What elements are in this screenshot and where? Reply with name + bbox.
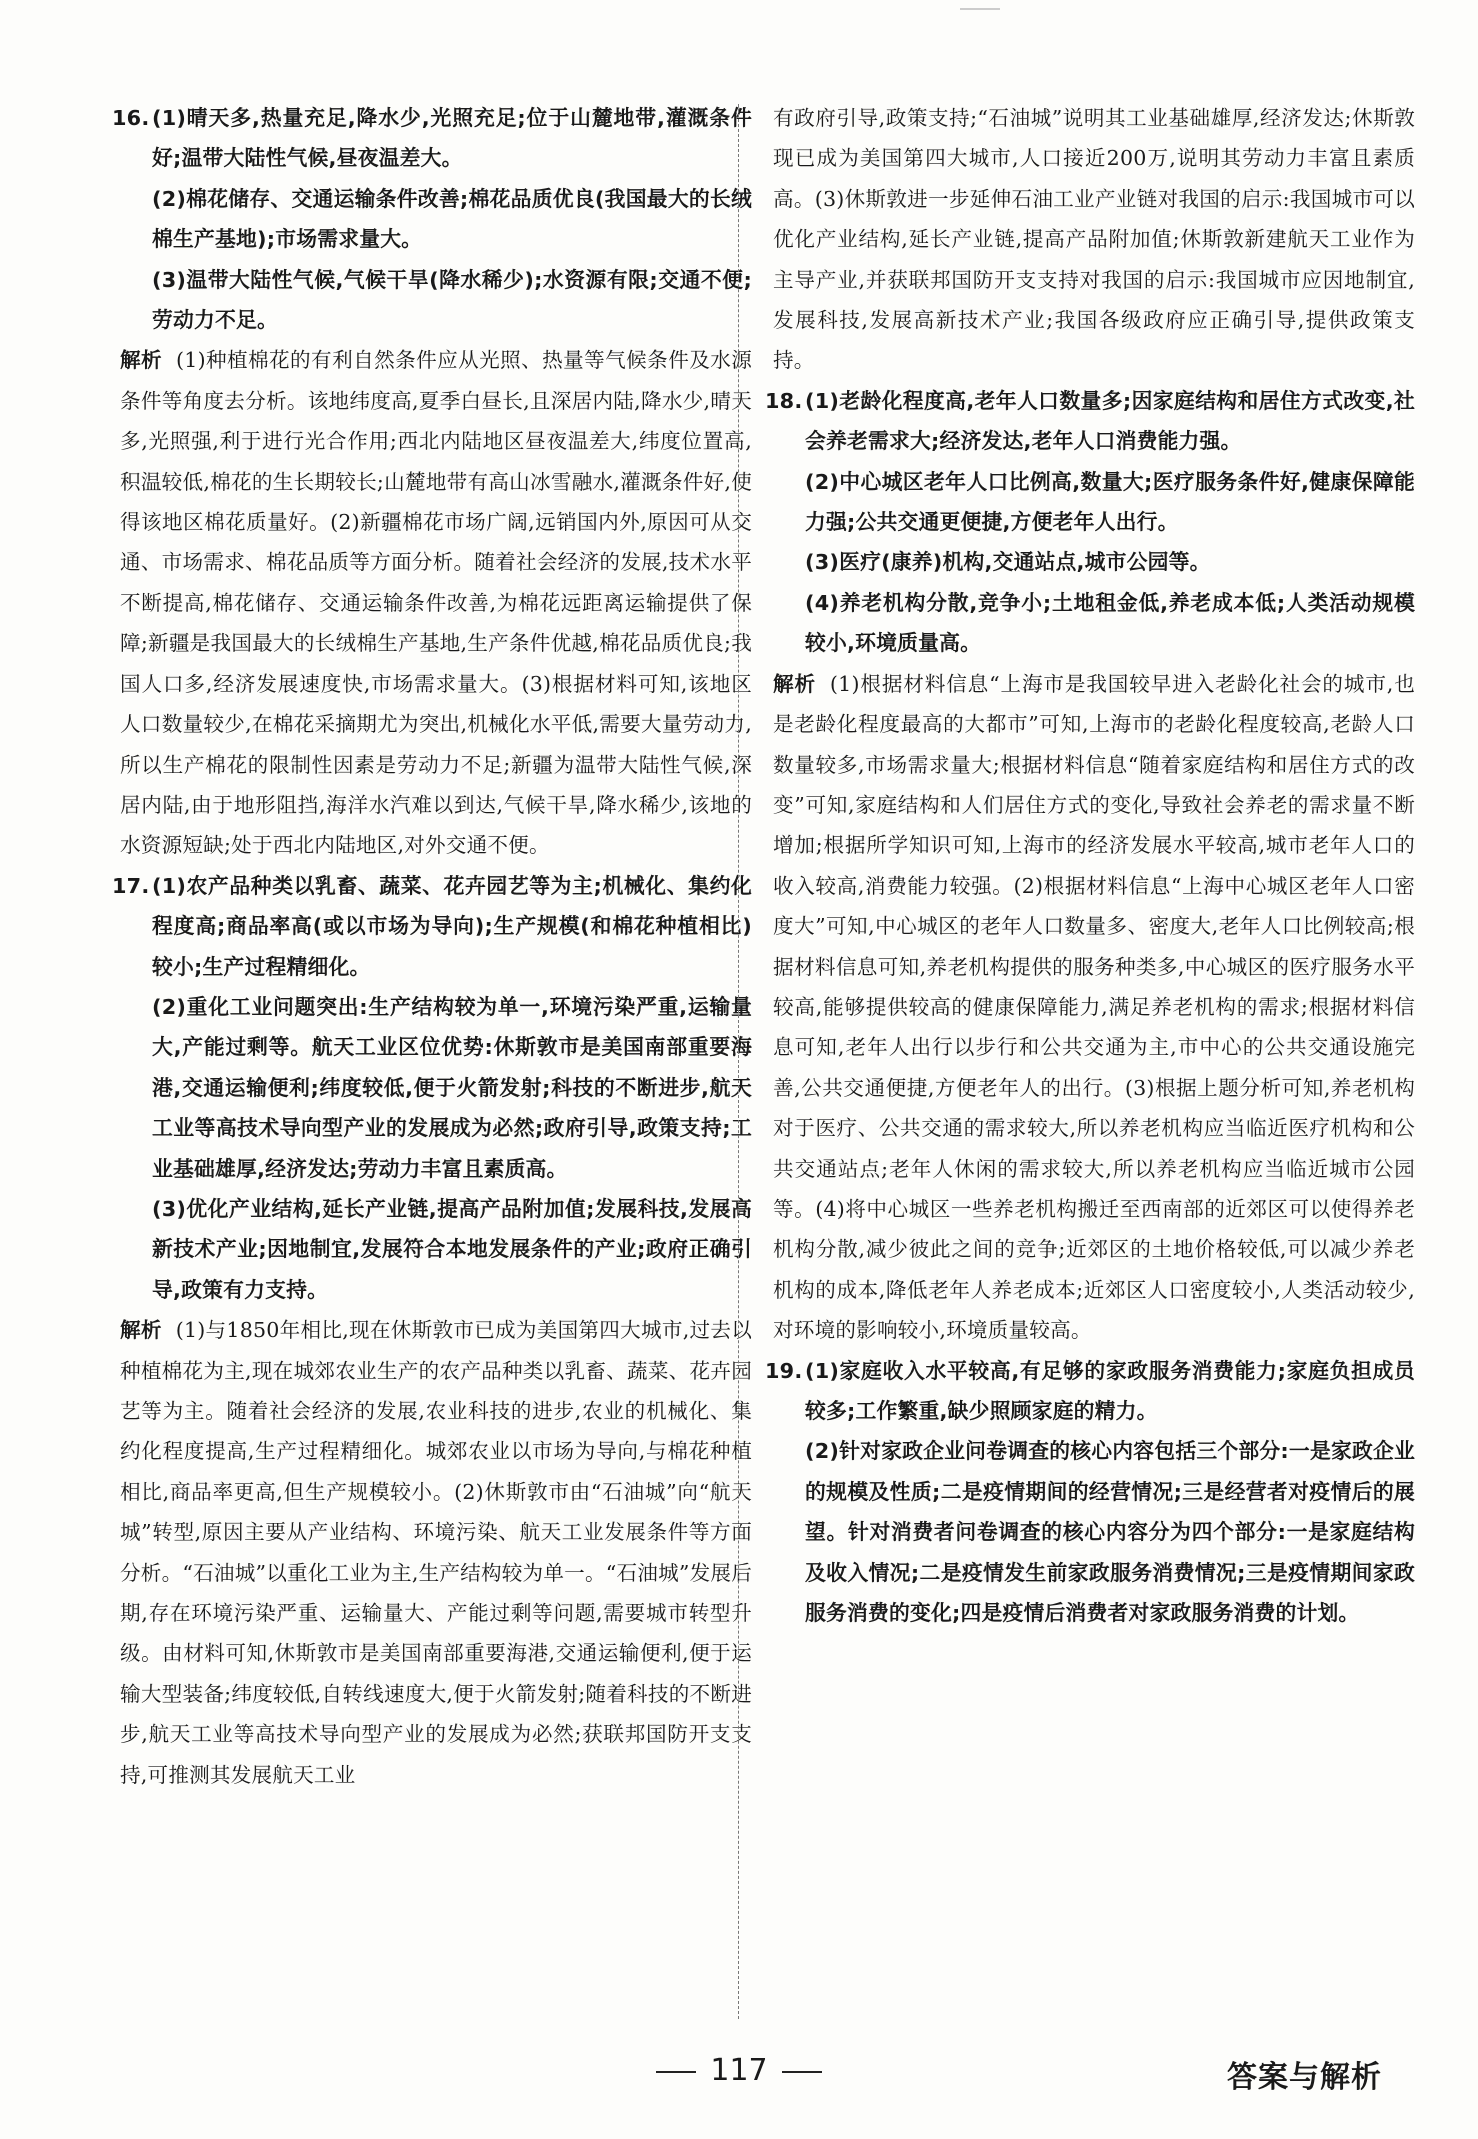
explanation-label: 解析 — [120, 348, 163, 373]
q16-number: 16. — [112, 106, 150, 130]
q17-answer-3: (3)优化产业结构,延长产业链,提高产品附加值;发展科技,发展高新技术产业;因地制宜,发展符合本地发展条件的产业;政府正确引导,政策有力支持。 — [152, 1196, 752, 1302]
page-number-dash-left — [656, 2071, 696, 2073]
explanation-label: 解析 — [773, 671, 816, 696]
q18-answer-2: (2)中心城区老年人口比例高,数量大;医疗服务条件好,健康保障能力强;公共交通更便捷,方便老年人出行。 — [805, 469, 1415, 535]
right-column — [765, 98, 1415, 1633]
q17-number: 17. — [112, 873, 150, 898]
page-top-mark — [960, 0, 1000, 10]
q16-explanation: 解析 (1)种植棉花的有利自然条件应从光照、热量等气候条件及水源条件等角度去分析。该地纬度高,夏季白昼长,且深居内陆,降水少,晴天多,光照强,利于进行光合作用;西北内陆地区昼夜温差大,纬度位置高,积温较低,棉花的生长期较长;山麓地带有高山冰雪融水,灌溉条件好,使得该地区棉花质量好。(2)新疆棉花市场广阔,远销国内外,原因可从交通、市场需求、棉花品质等方面分析。随着社会经济的发展,技术水平不断提高,棉花储存、交通运输条件改善,为棉花远距离运输提供了保障;新疆是我国最大的长绒棉生产基地,生产条件优越,棉花品质优良;我国人口多,经济发展速度快,市场需求量大。(3)根据材料可知,该地区人口数量较少,在棉花采摘期尤为突出,机械化水平低,需要大量劳动力,所以生产棉花的限制性因素是劳动力不足;新疆为温带大陆性气候,深居内陆,由于地形阻挡,海洋水汽难以到达,气候干旱,降水稀少,该地的水资源短缺;处于西北内陆地区,对外交通不便。 — [120, 348, 753, 858]
q18-answer-4: (4)养老机构分散,竞争小;土地租金低,养老成本低;人类活动规模较小,环境质量高。 — [805, 590, 1415, 656]
q16-answer-1: 16. (1)晴天多,热量充足,降水少,光照充足;位于山麓地带,灌溉条件好;温带大陆性气候,昼夜温差大。 — [112, 98, 752, 179]
q18-answer-3: (3)医疗(康养)机构,交通站点,城市公园等。 — [805, 550, 1211, 575]
page-number-dash-right — [782, 2071, 822, 2073]
q18-explanation: 解析 (1)根据材料信息“上海市是我国较早进入老龄化社会的城市,也是老龄化程度最高的大都市”可知,上海市的老龄化程度较高,老龄人口数量较多,市场需求量大;根据材料信息“随着家庭结构和居住方式的改变”可知,家庭结构和人们居住方式的变化,导致社会养老的需求量不断增加;根据所学知识可知,上海市的经济发展水平较高,城市老年人口的收入较高,消费能力较强。(2)根据材料信息“上海中心城区老年人口密度大”可知,中心城区的老年人口数量多、密度大,老年人口比例较高;根据材料信息可知,养老机构提供的服务种类多,中心城区的医疗服务水平较高,能够提供较高的健康保障能力,满足养老机构的需求;根据材料信息可知,老年人出行以步行和公共交通为主,市中心的公共交通设施完善,公共交通便捷,方便老年人的出行。(3)根据上题分析可知,养老机构对于医疗、公共交通的需求较大,所以养老机构应当临近医疗机构和公共交通站点;老年人休闲的需求较大,所以养老机构应当临近城市公园等。(4)将中心城区一些养老机构搬迁至西南部的近郊区可以使得养老机构分散,减少彼此之间的竞争;近郊区的土地价格较低,可以减少养老机构的成本,降低老年人养老成本;近郊区人口密度较小,人类活动较少,对环境的影响较小,环境质量较高。 — [773, 671, 1415, 1343]
q18-answer-1: 18. (1)老龄化程度高,老年人口数量多;因家庭结构和居住方式改变,社会养老需求大;经济发达,老年人口消费能力强。 — [765, 381, 1415, 462]
column-divider — [738, 104, 739, 2019]
q17-explanation: 解析 (1)与1850年相比,现在休斯敦市已成为美国第四大城市,过去以种植棉花为主,现在城郊农业生产的农产品种类以乳畜、蔬菜、花卉园艺等为主。随着社会经济的发展,农业科技的进步,农业的机械化、集约化程度提高,生产过程精细化。城郊农业以市场为导向,与棉花种植相比,商品率更高,但生产规模较小。(2)休斯敦市由“石油城”向“航天城”转型,原因主要从产业结构、环境污染、航天工业发展条件等方面分析。“石油城”以重化工业为主,生产结构较为单一。“石油城”发展后期,存在环境污染严重、运输量大、产能过剩等问题,需要城市转型升级。由材料可知,休斯敦市是美国南部重要海港,交通运输便利,便于运输大型装备;纬度较低,自转线速度大,便于火箭发射;随着科技的不断进步,航天工业等高技术导向型产业的发展成为必然;获联邦国防开支支持,可推测其发展航天工业 — [120, 1318, 752, 1787]
q16-answer-2: (2)棉花储存、交通运输条件改善;棉花品质优良(我国最大的长绒棉生产基地);市场需求量大。 — [152, 186, 752, 252]
section-title: 答案与解析 — [1227, 2060, 1382, 2095]
q17-answer-1: 17. (1)农产品种类以乳畜、蔬菜、花卉园艺等为主;机械化、集约化程度高;商品率高(或以市场为导向);生产规模(和棉花种植相比)较小;生产过程精细化。 — [112, 866, 752, 987]
explanation-label: 解析 — [120, 1318, 162, 1343]
q19-answer-1: 19. (1)家庭收入水平较高,有足够的家政服务消费能力;家庭负担成员较多;工作繁重,缺少照顾家庭的精力。 — [765, 1351, 1415, 1432]
left-column — [112, 98, 752, 1795]
q17-explanation-continued: 有政府引导,政策支持;“石油城”说明其工业基础雄厚,经济发达;休斯敦现已成为美国第四大城市,人口接近200万,说明其劳动力丰富且素质高。(3)休斯敦进一步延伸石油工业产业链对我国的启示:我国城市可以优化产业结构,延长产业链,提高产品附加值;休斯敦新建航天工业作为主导产业,并获联邦国防开支支持对我国的启示:我国城市应因地制宜,发展科技,发展高新技术产业;我国各级政府应正确引导,提供政策支持。 — [773, 106, 1415, 373]
page-number: 117 — [0, 2053, 1478, 2088]
q17-answer-2: (2)重化工业问题突出:生产结构较为单一,环境污染严重,运输量大,产能过剩等。航天工业区位优势:休斯敦市是美国南部重要海港,交通运输便利;纬度较低,便于火箭发射;科技的不断进步,航天工业等高技术导向型产业的发展成为必然;政府引导,政策支持;工业基础雄厚,经济发达;劳动力丰富且素质高。 — [152, 994, 752, 1181]
q19-answer-2: (2)针对家政企业问卷调查的核心内容包括三个部分:一是家政企业的规模及性质;二是疫情期间的经营情况;三是经营者对疫情后的展望。针对消费者问卷调查的核心内容分为四个部分:一是家庭结构及收入情况;二是疫情发生前家政服务消费情况;三是疫情期间家政服务消费的变化;四是疫情后消费者对家政服务消费的计划。 — [805, 1439, 1415, 1626]
q19-number: 19. — [765, 1358, 803, 1383]
q16-answer-3: (3)温带大陆性气候,气候干旱(降水稀少);水资源有限;交通不便;劳动力不足。 — [152, 267, 752, 333]
q18-number: 18. — [765, 388, 803, 413]
